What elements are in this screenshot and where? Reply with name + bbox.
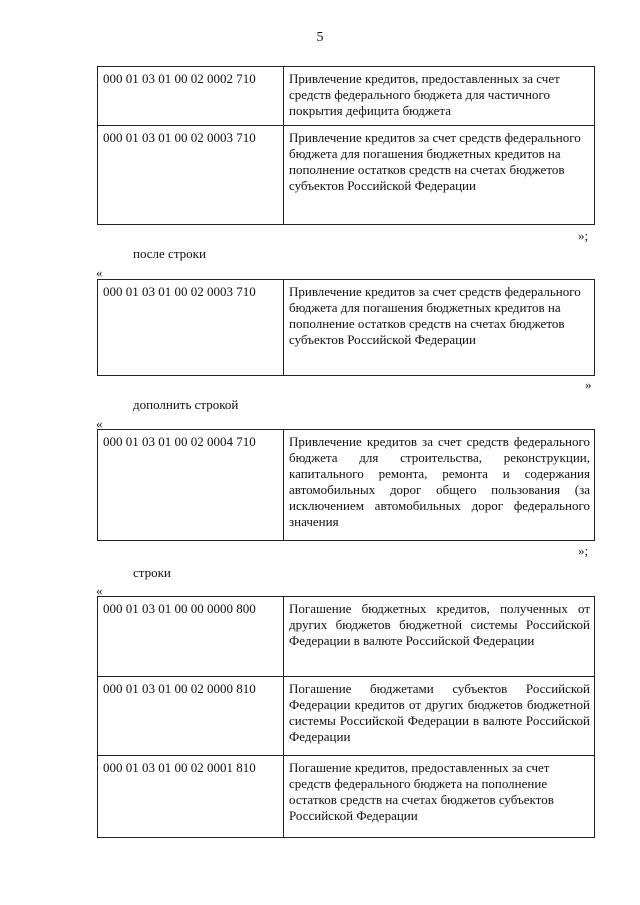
budget-code-cell: 000 01 03 01 00 02 0000 810: [98, 677, 284, 756]
budget-code-table-1: [97, 66, 595, 225]
table-row: [98, 597, 595, 677]
budget-code-cell: 000 01 03 01 00 02 0003 710: [98, 280, 284, 376]
budget-description-cell: Привлечение кредитов за счет средств федерального бюджета для строительства, реконструкции, капитального ремонта, ремонта и содержания автомобильных дорог общего пользования (за исключением автомобильных дорог федерального значения: [284, 430, 595, 541]
budget-code-cell: 000 01 03 01 00 02 0002 710: [98, 67, 284, 126]
budget-code-cell: 000 01 03 01 00 02 0001 810: [98, 756, 284, 838]
table-row: [98, 677, 595, 756]
page-number: 5: [316, 30, 324, 45]
table-row: [98, 126, 595, 225]
closing-quote: »;: [578, 228, 589, 243]
budget-description-cell: Привлечение кредитов, предоставленных за счет средств федерального бюджета для частичного покрытия дефицита бюджета: [284, 67, 595, 126]
budget-description-cell: Погашение бюджетами субъектов Российской Федерации кредитов от других бюджетов бюджетной системы Российской Федерации в валюте Российской Федерации: [284, 677, 595, 756]
closing-quote: »;: [578, 543, 589, 558]
budget-code-table-2: [97, 279, 595, 376]
table-row: [98, 280, 595, 376]
opening-quote: «: [96, 265, 103, 280]
section-label: дополнить строкой: [133, 397, 239, 412]
table-row: [98, 430, 595, 541]
opening-quote: «: [96, 583, 103, 598]
budget-description-cell: Привлечение кредитов за счет средств федерального бюджета для погашения бюджетных кредитов на пополнение остатков средств на счетах бюджетов субъектов Российской Федерации: [284, 280, 595, 376]
budget-code-cell: 000 01 03 01 00 02 0004 710: [98, 430, 284, 541]
budget-code-table-3: [97, 429, 595, 541]
table-row: [98, 67, 595, 126]
budget-code-cell: 000 01 03 01 00 02 0003 710: [98, 126, 284, 225]
closing-quote: »: [585, 377, 592, 392]
budget-description-cell: Погашение бюджетных кредитов, полученных от других бюджетов бюджетной системы Российской Федерации в валюте Российской Федерации: [284, 597, 595, 677]
budget-code-cell: 000 01 03 01 00 00 0000 800: [98, 597, 284, 677]
table-row: [98, 756, 595, 838]
section-label: после строки: [133, 246, 206, 261]
budget-code-table-4: [97, 596, 595, 838]
section-label: строки: [133, 565, 171, 580]
opening-quote: «: [96, 416, 103, 431]
budget-description-cell: Привлечение кредитов за счет средств федерального бюджета для погашения бюджетных кредитов на пополнение остатков средств на счетах бюджетов субъектов Российской Федерации: [284, 126, 595, 225]
budget-description-cell: Погашение кредитов, предоставленных за счет средств федерального бюджета на пополнение остатков средств на счетах бюджетов субъектов Российской Федерации: [284, 756, 595, 838]
